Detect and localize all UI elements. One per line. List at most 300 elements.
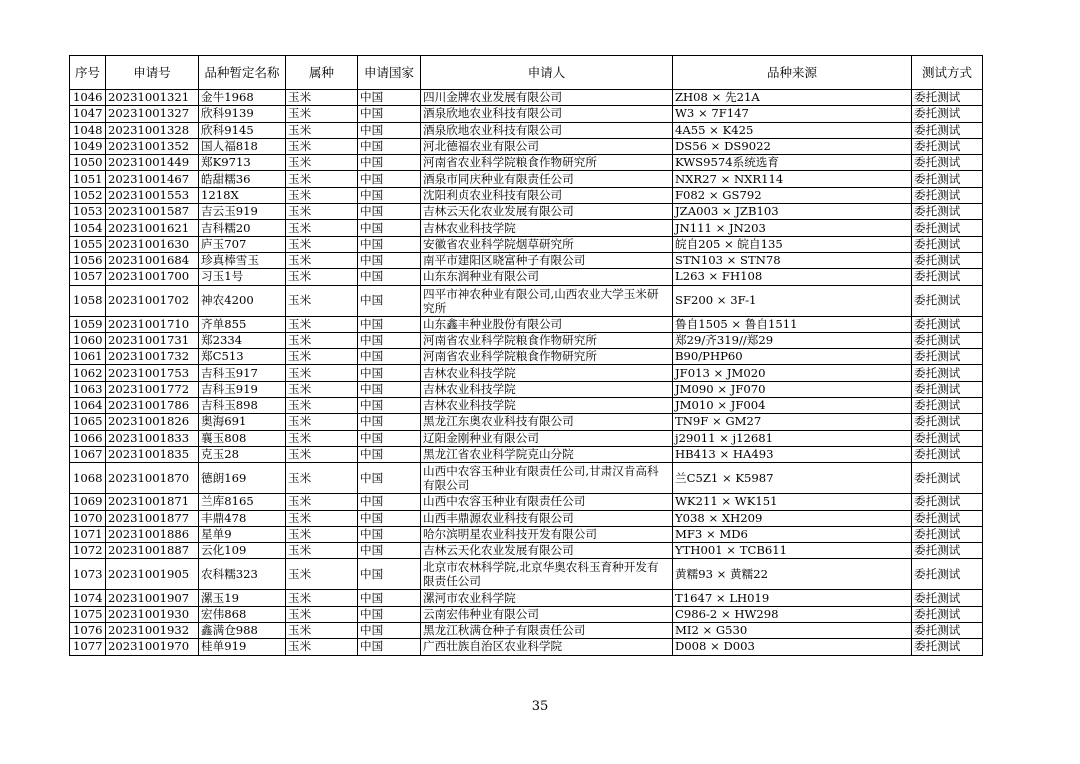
table-row bbox=[70, 236, 983, 252]
cell-applicant: 哈尔滨明星农业科技开发有限公司 bbox=[421, 526, 673, 542]
cell-seq: 1067 bbox=[70, 446, 106, 462]
cell-application-no: 20231001321 bbox=[106, 90, 199, 106]
cell-country: 中国 bbox=[358, 414, 421, 430]
cell-seq: 1058 bbox=[70, 285, 106, 316]
table-row bbox=[70, 122, 983, 138]
cell-variety-name: 1218X bbox=[199, 187, 286, 203]
header-genus: 属种 bbox=[286, 56, 358, 90]
cell-test-method: 委托测试 bbox=[912, 430, 983, 446]
cell-country: 中国 bbox=[358, 381, 421, 397]
cell-seq: 1068 bbox=[70, 463, 106, 494]
table-row bbox=[70, 494, 983, 510]
cell-country: 中国 bbox=[358, 187, 421, 203]
cell-applicant: 四川金牌农业发展有限公司 bbox=[421, 90, 673, 106]
table-row bbox=[70, 510, 983, 526]
cell-application-no: 20231001833 bbox=[106, 430, 199, 446]
cell-genus: 玉米 bbox=[286, 285, 358, 316]
cell-seq: 1046 bbox=[70, 90, 106, 106]
cell-test-method: 委托测试 bbox=[912, 269, 983, 285]
cell-seq: 1072 bbox=[70, 543, 106, 559]
cell-seq: 1061 bbox=[70, 349, 106, 365]
header-application-no: 申请号 bbox=[106, 56, 199, 90]
cell-applicant: 吉林云天化农业发展有限公司 bbox=[421, 204, 673, 220]
table-row bbox=[70, 590, 983, 606]
cell-genus: 玉米 bbox=[286, 349, 358, 365]
cell-test-method: 委托测试 bbox=[912, 510, 983, 526]
cell-test-method: 委托测试 bbox=[912, 316, 983, 332]
cell-country: 中国 bbox=[358, 269, 421, 285]
cell-variety-name: 云化109 bbox=[199, 543, 286, 559]
cell-country: 中国 bbox=[358, 494, 421, 510]
cell-seq: 1047 bbox=[70, 106, 106, 122]
cell-seq: 1050 bbox=[70, 155, 106, 171]
cell-variety-name: 鑫满仓988 bbox=[199, 623, 286, 639]
cell-genus: 玉米 bbox=[286, 639, 358, 655]
cell-variety-source: 兰C5Z1 × K5987 bbox=[673, 463, 912, 494]
cell-variety-source: JZA003 × JZB103 bbox=[673, 204, 912, 220]
cell-variety-source: Y038 × XH209 bbox=[673, 510, 912, 526]
table-row bbox=[70, 414, 983, 430]
cell-country: 中国 bbox=[358, 90, 421, 106]
cell-variety-name: 欣科9145 bbox=[199, 122, 286, 138]
table-row bbox=[70, 430, 983, 446]
table-row bbox=[70, 365, 983, 381]
cell-seq: 1073 bbox=[70, 559, 106, 590]
cell-variety-name: 国人福818 bbox=[199, 138, 286, 154]
cell-applicant: 吉林农业科技学院 bbox=[421, 220, 673, 236]
cell-application-no: 20231001886 bbox=[106, 526, 199, 542]
cell-variety-name: 桂单919 bbox=[199, 639, 286, 655]
cell-applicant: 山西中农容玉种业有限责任公司 bbox=[421, 494, 673, 510]
cell-variety-source: HB413 × HA493 bbox=[673, 446, 912, 462]
cell-genus: 玉米 bbox=[286, 510, 358, 526]
table-row bbox=[70, 285, 983, 316]
cell-variety-name: 郑K9713 bbox=[199, 155, 286, 171]
cell-application-no: 20231001449 bbox=[106, 155, 199, 171]
cell-country: 中国 bbox=[358, 220, 421, 236]
cell-application-no: 20231001970 bbox=[106, 639, 199, 655]
cell-genus: 玉米 bbox=[286, 269, 358, 285]
cell-country: 中国 bbox=[358, 510, 421, 526]
cell-variety-name: 神农4200 bbox=[199, 285, 286, 316]
cell-application-no: 20231001327 bbox=[106, 106, 199, 122]
cell-seq: 1063 bbox=[70, 381, 106, 397]
cell-applicant: 广西壮族自治区农业科学院 bbox=[421, 639, 673, 655]
header-variety-source: 品种来源 bbox=[673, 56, 912, 90]
cell-variety-source: 郑29/齐319//郑29 bbox=[673, 332, 912, 348]
cell-genus: 玉米 bbox=[286, 398, 358, 414]
cell-variety-name: 襄玉808 bbox=[199, 430, 286, 446]
cell-country: 中国 bbox=[358, 122, 421, 138]
cell-country: 中国 bbox=[358, 171, 421, 187]
table-row bbox=[70, 526, 983, 542]
cell-genus: 玉米 bbox=[286, 204, 358, 220]
cell-genus: 玉米 bbox=[286, 494, 358, 510]
table-row bbox=[70, 559, 983, 590]
cell-variety-source: STN103 × STN78 bbox=[673, 252, 912, 268]
cell-application-no: 20231001907 bbox=[106, 590, 199, 606]
cell-application-no: 20231001587 bbox=[106, 204, 199, 220]
cell-variety-source: WK211 × WK151 bbox=[673, 494, 912, 510]
cell-variety-name: 郑C513 bbox=[199, 349, 286, 365]
cell-applicant: 酒泉市同庆种业有限责任公司 bbox=[421, 171, 673, 187]
cell-variety-source: 4A55 × K425 bbox=[673, 122, 912, 138]
table-row bbox=[70, 623, 983, 639]
cell-test-method: 委托测试 bbox=[912, 639, 983, 655]
cell-variety-source: MF3 × MD6 bbox=[673, 526, 912, 542]
table-row bbox=[70, 187, 983, 203]
cell-test-method: 委托测试 bbox=[912, 138, 983, 154]
cell-variety-name: 星单9 bbox=[199, 526, 286, 542]
cell-genus: 玉米 bbox=[286, 365, 358, 381]
cell-test-method: 委托测试 bbox=[912, 187, 983, 203]
cell-country: 中国 bbox=[358, 446, 421, 462]
cell-seq: 1049 bbox=[70, 138, 106, 154]
cell-seq: 1074 bbox=[70, 590, 106, 606]
cell-test-method: 委托测试 bbox=[912, 106, 983, 122]
cell-seq: 1065 bbox=[70, 414, 106, 430]
cell-application-no: 20231001871 bbox=[106, 494, 199, 510]
cell-test-method: 委托测试 bbox=[912, 446, 983, 462]
cell-variety-source: D008 × D003 bbox=[673, 639, 912, 655]
cell-country: 中国 bbox=[358, 430, 421, 446]
cell-applicant: 酒泉欣地农业科技有限公司 bbox=[421, 122, 673, 138]
table-row bbox=[70, 138, 983, 154]
cell-application-no: 20231001731 bbox=[106, 332, 199, 348]
cell-application-no: 20231001702 bbox=[106, 285, 199, 316]
cell-seq: 1052 bbox=[70, 187, 106, 203]
cell-variety-source: F082 × GS792 bbox=[673, 187, 912, 203]
cell-applicant: 酒泉欣地农业科技有限公司 bbox=[421, 106, 673, 122]
cell-test-method: 委托测试 bbox=[912, 122, 983, 138]
cell-country: 中国 bbox=[358, 332, 421, 348]
cell-genus: 玉米 bbox=[286, 332, 358, 348]
cell-variety-source: JM010 × JF004 bbox=[673, 398, 912, 414]
cell-test-method: 委托测试 bbox=[912, 332, 983, 348]
cell-seq: 1048 bbox=[70, 122, 106, 138]
cell-applicant: 黑龙江省农业科学院克山分院 bbox=[421, 446, 673, 462]
cell-application-no: 20231001887 bbox=[106, 543, 199, 559]
cell-test-method: 委托测试 bbox=[912, 220, 983, 236]
cell-applicant: 山东东润种业有限公司 bbox=[421, 269, 673, 285]
cell-genus: 玉米 bbox=[286, 446, 358, 462]
cell-seq: 1054 bbox=[70, 220, 106, 236]
cell-genus: 玉米 bbox=[286, 252, 358, 268]
cell-application-no: 20231001835 bbox=[106, 446, 199, 462]
cell-country: 中国 bbox=[358, 606, 421, 622]
table-row bbox=[70, 252, 983, 268]
header-row bbox=[70, 56, 983, 90]
cell-variety-name: 吉科糯20 bbox=[199, 220, 286, 236]
cell-applicant: 河北德福农业有限公司 bbox=[421, 138, 673, 154]
cell-variety-name: 丰鼎478 bbox=[199, 510, 286, 526]
cell-variety-source: SF200 × 3F-1 bbox=[673, 285, 912, 316]
cell-applicant: 辽阳金刚种业有限公司 bbox=[421, 430, 673, 446]
cell-country: 中国 bbox=[358, 236, 421, 252]
cell-genus: 玉米 bbox=[286, 122, 358, 138]
cell-genus: 玉米 bbox=[286, 155, 358, 171]
cell-variety-name: 漯玉19 bbox=[199, 590, 286, 606]
cell-genus: 玉米 bbox=[286, 236, 358, 252]
cell-test-method: 委托测试 bbox=[912, 606, 983, 622]
cell-seq: 1071 bbox=[70, 526, 106, 542]
cell-seq: 1053 bbox=[70, 204, 106, 220]
header-seq: 序号 bbox=[70, 56, 106, 90]
table-row bbox=[70, 316, 983, 332]
cell-variety-name: 皓甜糯36 bbox=[199, 171, 286, 187]
cell-application-no: 20231001553 bbox=[106, 187, 199, 203]
cell-variety-source: DS56 × DS9022 bbox=[673, 138, 912, 154]
cell-application-no: 20231001930 bbox=[106, 606, 199, 622]
cell-genus: 玉米 bbox=[286, 381, 358, 397]
cell-variety-name: 吉云玉919 bbox=[199, 204, 286, 220]
header-test-method: 测试方式 bbox=[912, 56, 983, 90]
cell-applicant: 吉林农业科技学院 bbox=[421, 398, 673, 414]
cell-seq: 1076 bbox=[70, 623, 106, 639]
cell-application-no: 20231001467 bbox=[106, 171, 199, 187]
cell-applicant: 河南省农业科学院粮食作物研究所 bbox=[421, 332, 673, 348]
cell-test-method: 委托测试 bbox=[912, 414, 983, 430]
cell-test-method: 委托测试 bbox=[912, 526, 983, 542]
table-body bbox=[70, 90, 983, 656]
cell-test-method: 委托测试 bbox=[912, 623, 983, 639]
cell-country: 中国 bbox=[358, 590, 421, 606]
cell-variety-source: ZH08 × 先21A bbox=[673, 90, 912, 106]
cell-variety-source: KWS9574系统选育 bbox=[673, 155, 912, 171]
cell-variety-name: 兰库8165 bbox=[199, 494, 286, 510]
table-row bbox=[70, 106, 983, 122]
cell-seq: 1075 bbox=[70, 606, 106, 622]
cell-variety-name: 奥海691 bbox=[199, 414, 286, 430]
cell-variety-name: 郑2334 bbox=[199, 332, 286, 348]
cell-variety-name: 农科糯323 bbox=[199, 559, 286, 590]
cell-country: 中国 bbox=[358, 349, 421, 365]
cell-application-no: 20231001621 bbox=[106, 220, 199, 236]
cell-applicant: 北京市农林科学院,北京华奥农科玉育种开发有限责任公司 bbox=[421, 559, 673, 590]
variety-table bbox=[69, 55, 983, 656]
cell-country: 中国 bbox=[358, 365, 421, 381]
cell-genus: 玉米 bbox=[286, 90, 358, 106]
cell-country: 中国 bbox=[358, 252, 421, 268]
cell-genus: 玉米 bbox=[286, 138, 358, 154]
cell-seq: 1060 bbox=[70, 332, 106, 348]
cell-country: 中国 bbox=[358, 155, 421, 171]
cell-genus: 玉米 bbox=[286, 543, 358, 559]
cell-variety-source: j29011 × j12681 bbox=[673, 430, 912, 446]
cell-variety-source: JN111 × JN203 bbox=[673, 220, 912, 236]
table-row bbox=[70, 463, 983, 494]
cell-seq: 1066 bbox=[70, 430, 106, 446]
table-row bbox=[70, 269, 983, 285]
cell-variety-name: 吉科玉898 bbox=[199, 398, 286, 414]
cell-variety-source: 鲁自1505 × 鲁自1511 bbox=[673, 316, 912, 332]
cell-country: 中国 bbox=[358, 543, 421, 559]
cell-variety-source: JM090 × JF070 bbox=[673, 381, 912, 397]
cell-genus: 玉米 bbox=[286, 187, 358, 203]
table-row bbox=[70, 204, 983, 220]
cell-variety-source: 皖自205 × 皖自135 bbox=[673, 236, 912, 252]
table-row bbox=[70, 220, 983, 236]
cell-applicant: 沈阳利贞农业科技有限公司 bbox=[421, 187, 673, 203]
table-row bbox=[70, 332, 983, 348]
cell-country: 中国 bbox=[358, 526, 421, 542]
cell-genus: 玉米 bbox=[286, 623, 358, 639]
cell-applicant: 南平市建阳区晓富种子有限公司 bbox=[421, 252, 673, 268]
cell-country: 中国 bbox=[358, 639, 421, 655]
cell-seq: 1069 bbox=[70, 494, 106, 510]
cell-application-no: 20231001630 bbox=[106, 236, 199, 252]
cell-application-no: 20231001710 bbox=[106, 316, 199, 332]
cell-variety-source: TN9F × GM27 bbox=[673, 414, 912, 430]
cell-variety-name: 吉科玉919 bbox=[199, 381, 286, 397]
cell-genus: 玉米 bbox=[286, 463, 358, 494]
cell-applicant: 黑龙江东奥农业科技有限公司 bbox=[421, 414, 673, 430]
cell-genus: 玉米 bbox=[286, 559, 358, 590]
cell-genus: 玉米 bbox=[286, 590, 358, 606]
table-row bbox=[70, 171, 983, 187]
cell-applicant: 吉林云天化农业发展有限公司 bbox=[421, 543, 673, 559]
cell-variety-source: NXR27 × NXR114 bbox=[673, 171, 912, 187]
table-row bbox=[70, 90, 983, 106]
table-row bbox=[70, 349, 983, 365]
cell-seq: 1057 bbox=[70, 269, 106, 285]
cell-application-no: 20231001328 bbox=[106, 122, 199, 138]
cell-applicant: 安徽省农业科学院烟草研究所 bbox=[421, 236, 673, 252]
header-applicant: 申请人 bbox=[421, 56, 673, 90]
cell-country: 中国 bbox=[358, 285, 421, 316]
cell-variety-source: C986-2 × HW298 bbox=[673, 606, 912, 622]
cell-test-method: 委托测试 bbox=[912, 90, 983, 106]
table-row bbox=[70, 446, 983, 462]
cell-variety-name: 德朗169 bbox=[199, 463, 286, 494]
cell-variety-source: W3 × 7F147 bbox=[673, 106, 912, 122]
cell-genus: 玉米 bbox=[286, 171, 358, 187]
cell-applicant: 黑龙江秋满仓种子有限责任公司 bbox=[421, 623, 673, 639]
cell-test-method: 委托测试 bbox=[912, 285, 983, 316]
cell-application-no: 20231001684 bbox=[106, 252, 199, 268]
cell-application-no: 20231001786 bbox=[106, 398, 199, 414]
header-country: 申请国家 bbox=[358, 56, 421, 90]
cell-variety-name: 齐单855 bbox=[199, 316, 286, 332]
cell-genus: 玉米 bbox=[286, 316, 358, 332]
cell-applicant: 山西中农容玉种业有限责任公司,甘肃汉肯高科有限公司 bbox=[421, 463, 673, 494]
cell-genus: 玉米 bbox=[286, 414, 358, 430]
cell-test-method: 委托测试 bbox=[912, 349, 983, 365]
table-row bbox=[70, 398, 983, 414]
cell-applicant: 漯河市农业科学院 bbox=[421, 590, 673, 606]
cell-applicant: 吉林农业科技学院 bbox=[421, 381, 673, 397]
cell-country: 中国 bbox=[358, 204, 421, 220]
table-row bbox=[70, 155, 983, 171]
cell-test-method: 委托测试 bbox=[912, 543, 983, 559]
cell-application-no: 20231001352 bbox=[106, 138, 199, 154]
cell-application-no: 20231001877 bbox=[106, 510, 199, 526]
cell-genus: 玉米 bbox=[286, 220, 358, 236]
cell-test-method: 委托测试 bbox=[912, 559, 983, 590]
cell-variety-name: 珍真棒雪玉 bbox=[199, 252, 286, 268]
cell-variety-name: 吉科玉917 bbox=[199, 365, 286, 381]
cell-country: 中国 bbox=[358, 463, 421, 494]
cell-variety-name: 宏伟868 bbox=[199, 606, 286, 622]
table-row bbox=[70, 639, 983, 655]
cell-application-no: 20231001905 bbox=[106, 559, 199, 590]
cell-seq: 1055 bbox=[70, 236, 106, 252]
cell-test-method: 委托测试 bbox=[912, 381, 983, 397]
cell-applicant: 山西丰鼎源农业科技有限公司 bbox=[421, 510, 673, 526]
cell-genus: 玉米 bbox=[286, 430, 358, 446]
cell-variety-source: MI2 × G530 bbox=[673, 623, 912, 639]
cell-variety-name: 欣科9139 bbox=[199, 106, 286, 122]
cell-applicant: 河南省农业科学院粮食作物研究所 bbox=[421, 155, 673, 171]
cell-variety-source: YTH001 × TCB611 bbox=[673, 543, 912, 559]
header-variety-name: 品种暂定名称 bbox=[199, 56, 286, 90]
cell-application-no: 20231001932 bbox=[106, 623, 199, 639]
cell-variety-name: 庐玉707 bbox=[199, 236, 286, 252]
cell-variety-name: 克玉28 bbox=[199, 446, 286, 462]
cell-applicant: 四平市神农种业有限公司,山西农业大学玉米研究所 bbox=[421, 285, 673, 316]
cell-genus: 玉米 bbox=[286, 106, 358, 122]
cell-country: 中国 bbox=[358, 138, 421, 154]
cell-variety-source: T1647 × LH019 bbox=[673, 590, 912, 606]
cell-test-method: 委托测试 bbox=[912, 590, 983, 606]
cell-country: 中国 bbox=[358, 559, 421, 590]
table-row bbox=[70, 606, 983, 622]
cell-genus: 玉米 bbox=[286, 526, 358, 542]
cell-variety-name: 金牛1968 bbox=[199, 90, 286, 106]
cell-application-no: 20231001732 bbox=[106, 349, 199, 365]
cell-variety-source: 黄糯93 × 黄糯22 bbox=[673, 559, 912, 590]
cell-country: 中国 bbox=[358, 316, 421, 332]
cell-seq: 1059 bbox=[70, 316, 106, 332]
cell-variety-name: 习玉1号 bbox=[199, 269, 286, 285]
cell-applicant: 山东鑫丰种业股份有限公司 bbox=[421, 316, 673, 332]
cell-applicant: 云南宏伟种业有限公司 bbox=[421, 606, 673, 622]
cell-applicant: 吉林农业科技学院 bbox=[421, 365, 673, 381]
cell-country: 中国 bbox=[358, 623, 421, 639]
cell-test-method: 委托测试 bbox=[912, 365, 983, 381]
cell-test-method: 委托测试 bbox=[912, 494, 983, 510]
cell-application-no: 20231001826 bbox=[106, 414, 199, 430]
cell-test-method: 委托测试 bbox=[912, 155, 983, 171]
cell-genus: 玉米 bbox=[286, 606, 358, 622]
cell-test-method: 委托测试 bbox=[912, 463, 983, 494]
cell-applicant: 河南省农业科学院粮食作物研究所 bbox=[421, 349, 673, 365]
cell-test-method: 委托测试 bbox=[912, 252, 983, 268]
cell-variety-source: JF013 × JM020 bbox=[673, 365, 912, 381]
cell-test-method: 委托测试 bbox=[912, 236, 983, 252]
cell-seq: 1070 bbox=[70, 510, 106, 526]
cell-country: 中国 bbox=[358, 398, 421, 414]
cell-country: 中国 bbox=[358, 106, 421, 122]
cell-variety-source: L263 × FH108 bbox=[673, 269, 912, 285]
cell-application-no: 20231001772 bbox=[106, 381, 199, 397]
cell-test-method: 委托测试 bbox=[912, 204, 983, 220]
cell-test-method: 委托测试 bbox=[912, 398, 983, 414]
cell-variety-source: B90/PHP60 bbox=[673, 349, 912, 365]
page-number: 35 bbox=[531, 699, 549, 714]
cell-application-no: 20231001700 bbox=[106, 269, 199, 285]
table-row bbox=[70, 543, 983, 559]
cell-seq: 1062 bbox=[70, 365, 106, 381]
cell-application-no: 20231001753 bbox=[106, 365, 199, 381]
cell-seq: 1056 bbox=[70, 252, 106, 268]
cell-test-method: 委托测试 bbox=[912, 171, 983, 187]
cell-seq: 1064 bbox=[70, 398, 106, 414]
cell-seq: 1051 bbox=[70, 171, 106, 187]
cell-seq: 1077 bbox=[70, 639, 106, 655]
table-row bbox=[70, 381, 983, 397]
cell-application-no: 20231001870 bbox=[106, 463, 199, 494]
